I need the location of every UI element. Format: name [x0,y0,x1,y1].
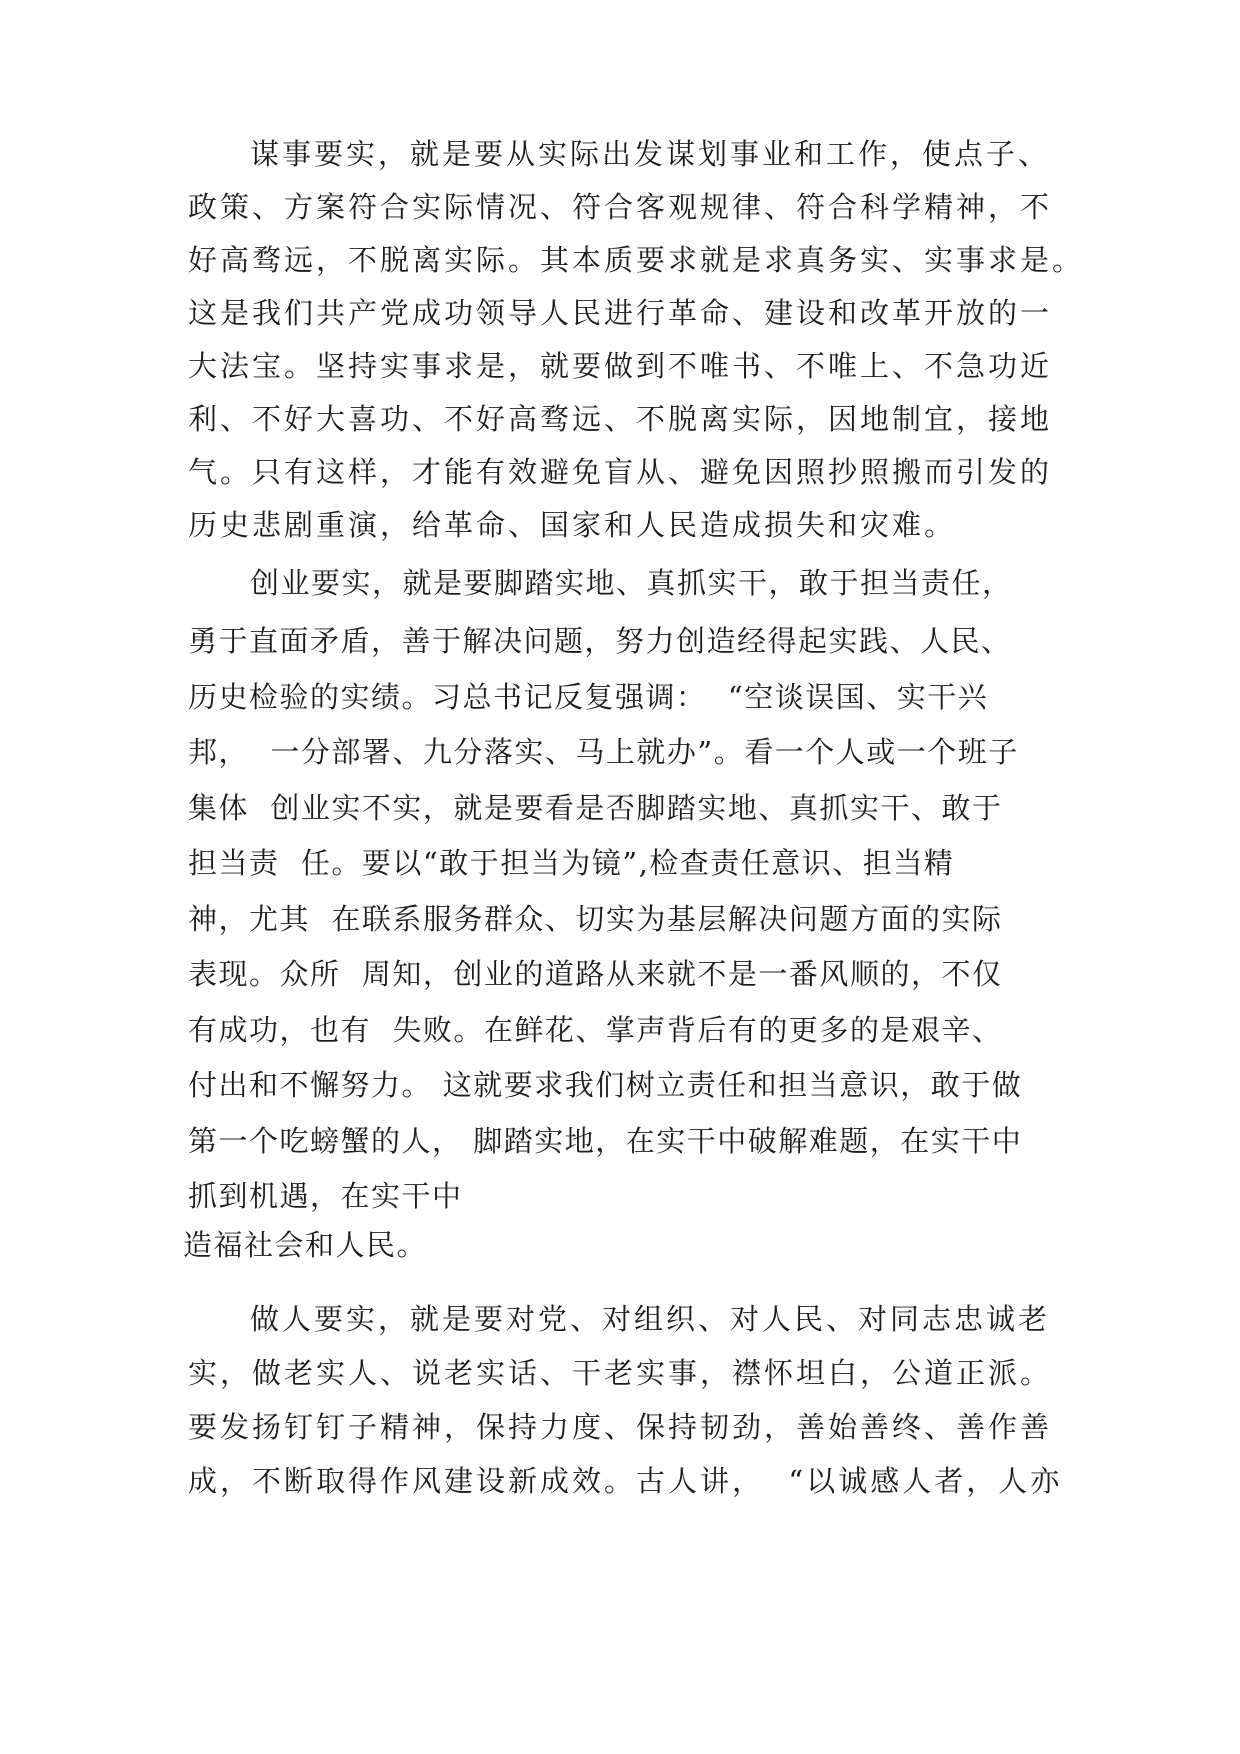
text-line: 谋事要实，就是要从实际出发谋划事业和工作，使点子、 [250,137,1051,171]
text-line: 气。只有这样，才能有效避免盲从、避免因照抄照搬而引发的 [188,455,1053,489]
text-line: 付出和不懈努力。 这就要求我们树立责任和担当意识，敢于做 [188,1068,1023,1102]
text-line: 做人要实，就是要对党、对组织、对人民、对同志忠诚老 [250,1301,1051,1336]
text-line: 第一个吃螃蟹的人， 脚踏实地，在实干中破解难题，在实干中 [188,1123,1023,1158]
text-line: 有成功，也有 失败。在鲜花、掌声背后有的更多的是艰辛、 [188,1012,1003,1047]
text-line: 利、不好大喜功、不好高骛远、不脱离实际，因地制宜，接地 [188,402,1053,436]
text-line: 大法宝。坚持实事求是，就要做到不唯书、不唯上、不急功近 [188,349,1053,383]
text-line: 政策、方案符合实际情况、符合客观规律、符合科学精神，不 [188,190,1053,224]
document-body [183,128,1108,1508]
text-line: 集体 创业实不实，就是要看是否脚踏实地、真抓实干、敢于 [188,790,1003,825]
text-line: 实，做老实人、说老实话、干老实事，襟怀坦白，公道正派。 [188,1355,1053,1390]
paragraph-mou-shi [188,128,1108,552]
text-line: 要发扬钉钉子精神，保持力度、保持韧劲，善始善终、善作善 [188,1409,1053,1444]
text-line: 成，不断取得作风建设新成效。古人讲， “以诚感人者，人亦 [188,1463,1063,1498]
text-line: 邦， 一分部署、九分落实、马上就办”。看一个人或一个班子 [188,735,1019,769]
text-line: 神，尤其 在联系服务群众、切实为基层解决问题方面的实际 [188,901,1003,936]
text-line: 创业要实，就是要脚踏实地、真抓实干，敢于担当责任， [250,566,1013,600]
text-line: 好高骛远，不脱离实际。其本质要求就是求真务实、实事求是。 [188,243,1085,277]
text-line: 担当责 任。要以“敢于担当为镜”,检查责任意识、担当精 [188,846,955,880]
text-line: 抓到机遇，在实干中 [188,1179,463,1213]
text-line: 表现。众所 周知，创业的道路从来就不是一番风顺的，不仅 [188,957,1003,991]
paragraph-chuang-ye [183,552,1108,1265]
text-line: 历史悲剧重演，给革命、国家和人民造成损失和灾难。 [188,508,957,542]
text-line: 造福社会和人民。 [183,1227,428,1262]
text-line: 勇于直面矛盾，善于解决问题，努力创造经得起实践、人民、 [188,624,1012,658]
text-line: 这是我们共产党成功领导人民进行革命、建设和改革开放的一 [188,296,1053,330]
text-line: 历史检验的实绩。习总书记反复强调： “空谈误国、实干兴 [188,679,989,714]
paragraph-zuo-ren [188,1292,1108,1508]
